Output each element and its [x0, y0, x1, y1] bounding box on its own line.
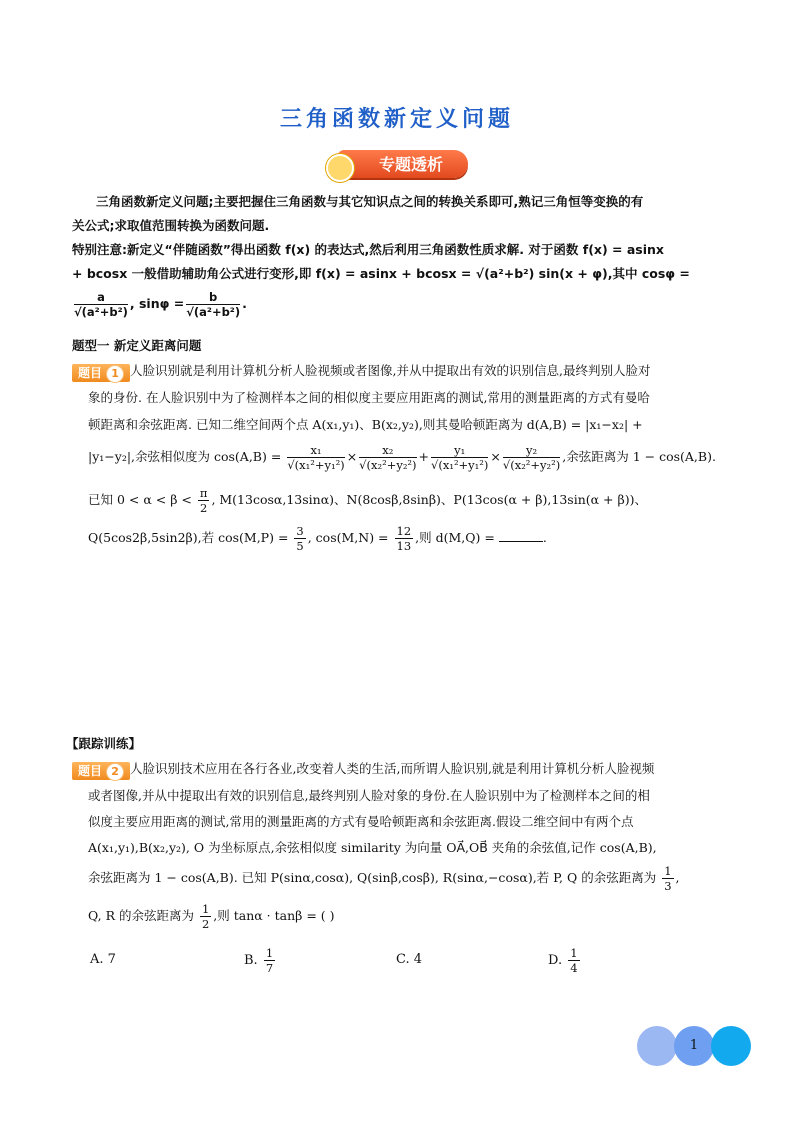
frac-12-13: $\frac{12}{13}$ [396, 524, 412, 553]
choice-d[interactable]: D. $\frac{1}{4}$ [548, 946, 578, 975]
problem-1-line-2: 象的身份. 在人脸识别中为了检测样本之间的相似度主要应用距离的测试,常用的测量距离的方式有曼哈 [88, 390, 650, 405]
problem-1-line-6: Q(5cos2β,5sin2β),若 cos(M,P) = $\frac{3}{5}$ , cos(M,N) = $\frac{12}{13}$ ,则 d(M,Q) = . [88, 524, 547, 553]
frac-y1: $\frac{\text{y₁}}{\text{√(x₁²+y₁²)}}$ [431, 443, 489, 472]
choice-c[interactable]: C. 4 [396, 952, 423, 967]
intro-line-2: 关公式;求取值范围转换为函数问题. [72, 218, 270, 233]
frac-x2: $\frac{\text{x₂}}{\text{√(x₂²+y₂²)}}$ [359, 443, 417, 472]
problem-1-line-3: 顿距离和余弦距离. 已知二维空间两个点 A(x₁,y₁)、B(x₂,y₂),则其曼哈顿距离为 d(A,B) = |x₁−x₂| + [88, 417, 643, 432]
problem-2-line-2: 或者图像,并从中提取出有效的识别信息,最终判别人脸对象的身份.在人脸识别中为了检测样本之间的相 [88, 788, 650, 803]
problem-1-line-1: 人脸识别就是利用计算机分析人脸视频或者图像,并从中提取出有效的识别信息,最终判别人脸对 [130, 363, 651, 378]
cos-phi-fraction: $\frac{a}{\text{√(a²+b²)}}$ [74, 290, 128, 319]
page-circle-left [637, 1026, 677, 1066]
frac-3-5: $\frac{3}{5}$ [296, 524, 304, 553]
frac-1-3: $\frac{1}{3}$ [664, 864, 672, 893]
choice-a[interactable]: A. 7 [90, 952, 116, 967]
problem-2-line-1: 人脸识别技术应用在各行各业,改变着人类的生活,而所谓人脸识别,就是利用计算机分析人脸视频 [130, 761, 655, 776]
page-number: 1 [674, 1026, 714, 1066]
problem-2-tag: 题目 2 [72, 760, 130, 780]
page-title: 三角函数新定义问题 [279, 106, 514, 132]
problem-1-line-5: 已知 0 < α < β < $\frac{\pi}{2}$ , M(13cosα,13sinα)、N(8cosβ,8sinβ)、P(13cos(α + β),13sin(α + β))、 [88, 486, 647, 515]
frac-pi-over-2: $\frac{\pi}{2}$ [199, 486, 208, 515]
problem-2-line-5: 余弦距离为 1 − cos(A,B). 已知 P(sinα,cosα), Q(sinβ,cosβ), R(sinα,−cosα),若 P, Q 的余弦距离为 $\frac{1}{3}$ , [88, 864, 680, 893]
section-1-heading: 题型一 新定义距离问题 [72, 338, 202, 353]
frac-x1: $\frac{\text{x₁}}{\text{√(x₁²+y₁²)}}$ [287, 443, 345, 472]
topic-banner [326, 146, 470, 182]
choice-b[interactable]: B. $\frac{1}{7}$ [244, 946, 274, 975]
intro-line-1: 三角函数新定义问题;主要把握住三角函数与其它知识点之间的转换关系即可,熟记三角恒等变换的有 [96, 194, 644, 209]
problem-1-tag: 题目 1 [72, 362, 130, 382]
section-2-heading: 【跟踪训练】 [66, 736, 142, 751]
sin-phi-fraction: $\frac{b}{\text{√(a²+b²)}}$ [186, 290, 241, 319]
answer-blank[interactable] [499, 529, 543, 542]
banner-label: 专题透析 [378, 155, 443, 174]
frac-1-2: $\frac{1}{2}$ [201, 902, 210, 931]
frac-y2: $\frac{\text{y₂}}{\text{√(x₂²+y₂²)}}$ [502, 443, 561, 472]
problem-2-line-3: 似度主要应用距离的测试,常用的测量距离的方式有曼哈顿距离和余弦距离.假设二维空间中有两个点 [88, 814, 634, 829]
problem-1-line-4: |y₁−y₂|,余弦相似度为 cos(A,B) = $\frac{\text{x₁}}{\text{√(x₁²+y₁²)}}$ × $\frac{\text{x₂}}{\text{√(x₂²+y₂²)}}$ + $\frac{\text{y₁}}{\text{√(x₁²+y₁²)}}$ × $\frac{\text{y₂}}{\text{√(x₂²+y₂²)}}$ ,余弦距离为 1 − cos(A,B). [88, 443, 716, 472]
intro-line-5: $\frac{a}{\text{√(a²+b²)}}$ , sinφ = $\frac{b}{\text{√(a²+b²)}}$ . [74, 290, 247, 319]
reader-icon [326, 154, 354, 182]
intro-line-3: 特别注意:新定义“伴随函数”得出函数 f(x) 的表达式,然后利用三角函数性质求解. 对于函数 f(x) = asinx [72, 242, 664, 257]
problem-2-line-6: Q, R 的余弦距离为 $\frac{1}{2}$ ,则 tanα · tanβ = ( ) [88, 902, 335, 931]
problem-2-line-4: A(x₁,y₁),B(x₂,y₂), O 为坐标原点,余弦相似度 similarity 为向量 OA⃗,OB⃗ 夹角的余弦值,记作 cos(A,B), [88, 840, 657, 855]
intro-line-4: + bcosx 一般借助辅助角公式进行变形,即 f(x) = asinx + bcosx = √(a²+b²) sin(x + φ),其中 cosφ = [72, 266, 690, 281]
page-circle-right [711, 1026, 751, 1066]
